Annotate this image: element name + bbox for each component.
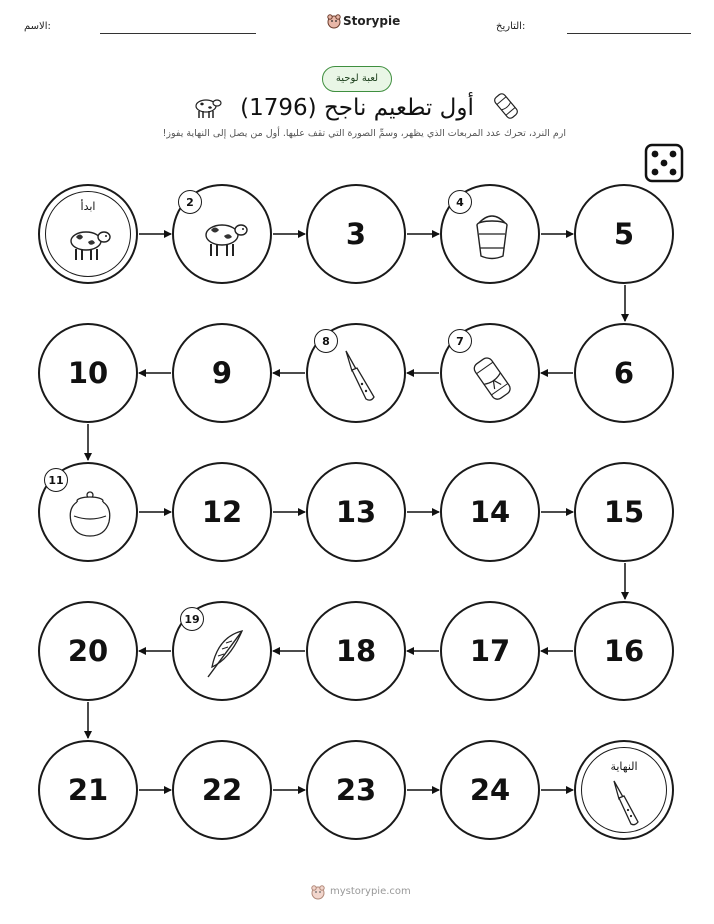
space-number: 9 [211, 356, 233, 390]
space-number: 23 [335, 773, 377, 807]
date-label: التاريخ: [496, 21, 526, 32]
board-space-start[interactable] [38, 184, 138, 284]
instructions: ارم النرد، تحرك عدد المربعات الذي يظهر، وسمِّ الصورة التي تقف عليها. أول من يصل إلى النهاية يفوز! [162, 128, 566, 139]
space-number: 20 [67, 634, 109, 668]
jar-icon [66, 490, 114, 540]
board-space-15[interactable] [574, 462, 674, 562]
space-number-badge: 2 [178, 190, 202, 214]
quill-icon [202, 627, 248, 681]
space-number: 3 [345, 217, 367, 251]
board-space-17[interactable] [440, 601, 540, 701]
board-space-10[interactable] [38, 323, 138, 423]
space-number-badge: 8 [314, 329, 338, 353]
name-label: الاسم: [24, 21, 51, 32]
cow-icon [200, 214, 250, 260]
lancet-icon [338, 347, 382, 405]
brand-name: Storypie [343, 14, 401, 28]
finish-label: النهاية [610, 760, 638, 773]
board-space-24[interactable] [440, 740, 540, 840]
space-number: 16 [603, 634, 645, 668]
board-space-3[interactable] [306, 184, 406, 284]
board-space-13[interactable] [306, 462, 406, 562]
space-number: 24 [469, 773, 511, 807]
space-number-badge: 7 [448, 329, 472, 353]
space-number: 21 [67, 773, 109, 807]
space-number: 14 [469, 495, 511, 529]
footer-url[interactable]: mystorypie.com [330, 886, 411, 897]
board-space-finish[interactable] [574, 740, 674, 840]
board-space-6[interactable] [574, 323, 674, 423]
board-space-20[interactable] [38, 601, 138, 701]
space-number: 22 [201, 773, 243, 807]
board-space-22[interactable] [172, 740, 272, 840]
space-number: 5 [613, 217, 635, 251]
board-space-23[interactable] [306, 740, 406, 840]
space-number: 15 [603, 495, 645, 529]
storypie-logo-icon [310, 884, 326, 900]
space-number: 17 [469, 634, 511, 668]
space-number: 10 [67, 356, 109, 390]
space-number: 18 [335, 634, 377, 668]
page-title: أول تطعيم ناجح (1796) [240, 95, 474, 121]
board-space-12[interactable] [172, 462, 272, 562]
board-space-21[interactable] [38, 740, 138, 840]
game-type-badge: لعبة لوحية [322, 66, 392, 92]
board-space-9[interactable] [172, 323, 272, 423]
space-number: 13 [335, 495, 377, 529]
board-space-16[interactable] [574, 601, 674, 701]
lancet-icon [608, 778, 644, 828]
space-number: 12 [201, 495, 243, 529]
space-number: 6 [613, 356, 635, 390]
board-space-14[interactable] [440, 462, 540, 562]
start-label: ابدأ [80, 200, 96, 213]
space-number-badge: 4 [448, 190, 472, 214]
space-number-badge: 11 [44, 468, 68, 492]
scroll-icon [470, 353, 516, 403]
space-number-badge: 19 [180, 607, 204, 631]
bucket-icon [472, 210, 512, 262]
cow-icon [66, 222, 112, 264]
board-space-18[interactable] [306, 601, 406, 701]
board-space-5[interactable] [574, 184, 674, 284]
